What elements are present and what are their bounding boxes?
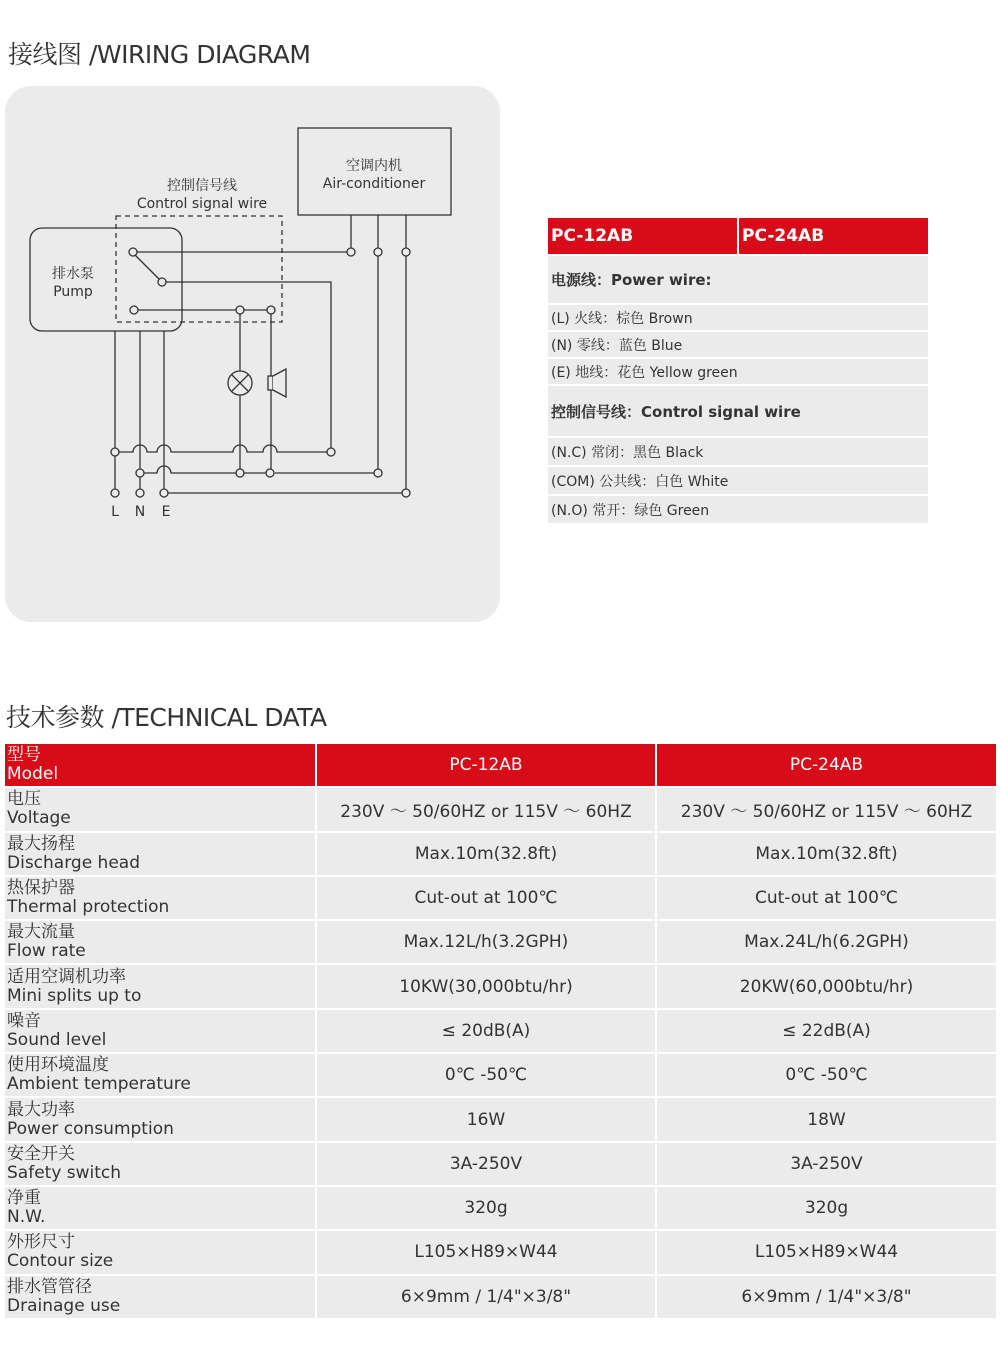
wiring-title: 接线图 /WIRING DIAGRAM (8, 40, 311, 69)
row-label-en: Power consumption (7, 1118, 174, 1139)
wiring-diagram (0, 0, 520, 640)
row-label-cn: 外形尺寸 (7, 1232, 75, 1253)
ac-label-cn: 空调内机 (346, 158, 402, 174)
row-label-cn: 最大功率 (7, 1099, 75, 1120)
row-label-cn: 最大流量 (7, 922, 75, 943)
header-cn: 型号 (7, 745, 41, 766)
table-row (5, 1187, 996, 1231)
row-value-2: 0℃ -50℃ (657, 1054, 996, 1096)
row-value-1: 0℃ -50℃ (317, 1054, 655, 1096)
row-label-en: Drainage use (7, 1295, 121, 1316)
table-row (5, 833, 996, 877)
table-row (5, 1054, 996, 1098)
row-value-1: 3A-250V (317, 1143, 655, 1185)
table-row (5, 921, 996, 965)
row-label-cn: 适用空调机功率 (7, 966, 126, 987)
signal-label-en: Control signal wire (136, 196, 268, 212)
table-row (5, 877, 996, 921)
table-row (5, 1231, 996, 1275)
table-row (5, 965, 996, 1009)
row-value-1: L105×H89×W44 (317, 1231, 655, 1273)
table-header (5, 744, 996, 788)
row-value-1: 10KW(30,000btu/hr) (317, 965, 655, 1007)
row-label-en: Contour size (7, 1251, 114, 1272)
row-label-cn: 噪音 (7, 1010, 41, 1031)
row-label-cn: 净重 (7, 1188, 41, 1209)
signal-wire-com: (COM) 公共线：白色 White (548, 467, 928, 494)
power-wire-n: (N) 零线：蓝色 Blue (548, 332, 928, 357)
power-heading: 电源线：Power wire: (548, 256, 928, 303)
row-value-1: Cut-out at 100℃ (317, 877, 655, 919)
wire-color-legend (548, 218, 928, 523)
technical-table (5, 744, 996, 1320)
power-wire-l: (L) 火线：棕色 Brown (548, 305, 928, 330)
pump-label-cn: 排水泵 (52, 266, 94, 282)
signal-heading: 控制信号线：Control signal wire (548, 386, 928, 436)
terminal-n: N (134, 504, 146, 520)
row-value-2: Max.24L/h(6.2GPH) (657, 921, 996, 963)
row-value-1: Max.10m(32.8ft) (317, 833, 655, 875)
header-col-1: PC-12AB (317, 744, 655, 786)
control-signal-box (116, 216, 282, 322)
row-label-en: N.W. (7, 1207, 46, 1228)
row-value-1: 16W (317, 1098, 655, 1140)
row-value-1: Max.12L/h(3.2GPH) (317, 921, 655, 963)
header-en: Model (7, 764, 59, 785)
row-value-1: ≤ 20dB(A) (317, 1010, 655, 1052)
row-label-cn: 排水管管径 (7, 1276, 92, 1297)
signal-wire-nc: (N.C) 常闭：黑色 Black (548, 438, 928, 465)
row-label-en: Thermal protection (7, 897, 170, 918)
row-label-en: Flow rate (7, 941, 86, 962)
table-row (5, 1098, 996, 1142)
row-label-cn: 使用环境温度 (7, 1055, 109, 1076)
row-label-en: Voltage (7, 808, 71, 829)
power-wire-e: (E) 地线：花色 Yellow green (548, 359, 928, 384)
terminal-e: E (161, 504, 171, 520)
row-value-2: 320g (657, 1187, 996, 1229)
row-label-cn: 热保护器 (7, 878, 75, 899)
row-value-1: 6×9mm / 1/4"×3/8" (317, 1276, 655, 1318)
table-row (5, 788, 996, 832)
row-value-2: Max.10m(32.8ft) (657, 833, 996, 875)
row-label-en: Safety switch (7, 1162, 122, 1183)
row-value-2: Cut-out at 100℃ (657, 877, 996, 919)
row-label-en: Discharge head (7, 852, 140, 873)
row-label-cn: 安全开关 (7, 1143, 75, 1164)
terminal-l: L (111, 504, 119, 520)
legend-model-2: PC-24AB (742, 226, 825, 246)
signal-wire-no: (N.O) 常开：绿色 Green (548, 496, 928, 523)
row-value-2: ≤ 22dB(A) (657, 1010, 996, 1052)
row-label-cn: 最大扬程 (7, 833, 75, 854)
row-value-2: 20KW(60,000btu/hr) (657, 965, 996, 1007)
row-value-2: 6×9mm / 1/4"×3/8" (657, 1276, 996, 1318)
row-value-2: 230V ～ 50/60HZ or 115V ～ 60HZ (657, 788, 996, 830)
row-value-2: 3A-250V (657, 1143, 996, 1185)
pump-label-en: Pump (53, 284, 93, 300)
header-col-2: PC-24AB (657, 744, 996, 786)
row-label-cn: 电压 (7, 789, 41, 810)
row-label-en: Sound level (7, 1029, 107, 1050)
row-value-2: L105×H89×W44 (657, 1231, 996, 1273)
row-value-2: 18W (657, 1098, 996, 1140)
legend-model-1: PC-12AB (548, 218, 739, 254)
table-row (5, 1276, 996, 1320)
technical-title: 技术参数 /TECHNICAL DATA (6, 703, 327, 732)
table-row (5, 1010, 996, 1054)
row-value-1: 230V ～ 50/60HZ or 115V ～ 60HZ (317, 788, 655, 830)
row-value-1: 320g (317, 1187, 655, 1229)
signal-label-cn: 控制信号线 (167, 178, 237, 194)
row-label-en: Mini splits up to (7, 985, 142, 1006)
row-label-en: Ambient temperature (7, 1074, 191, 1095)
table-row (5, 1143, 996, 1187)
ac-label-en: Air-conditioner (322, 176, 426, 192)
